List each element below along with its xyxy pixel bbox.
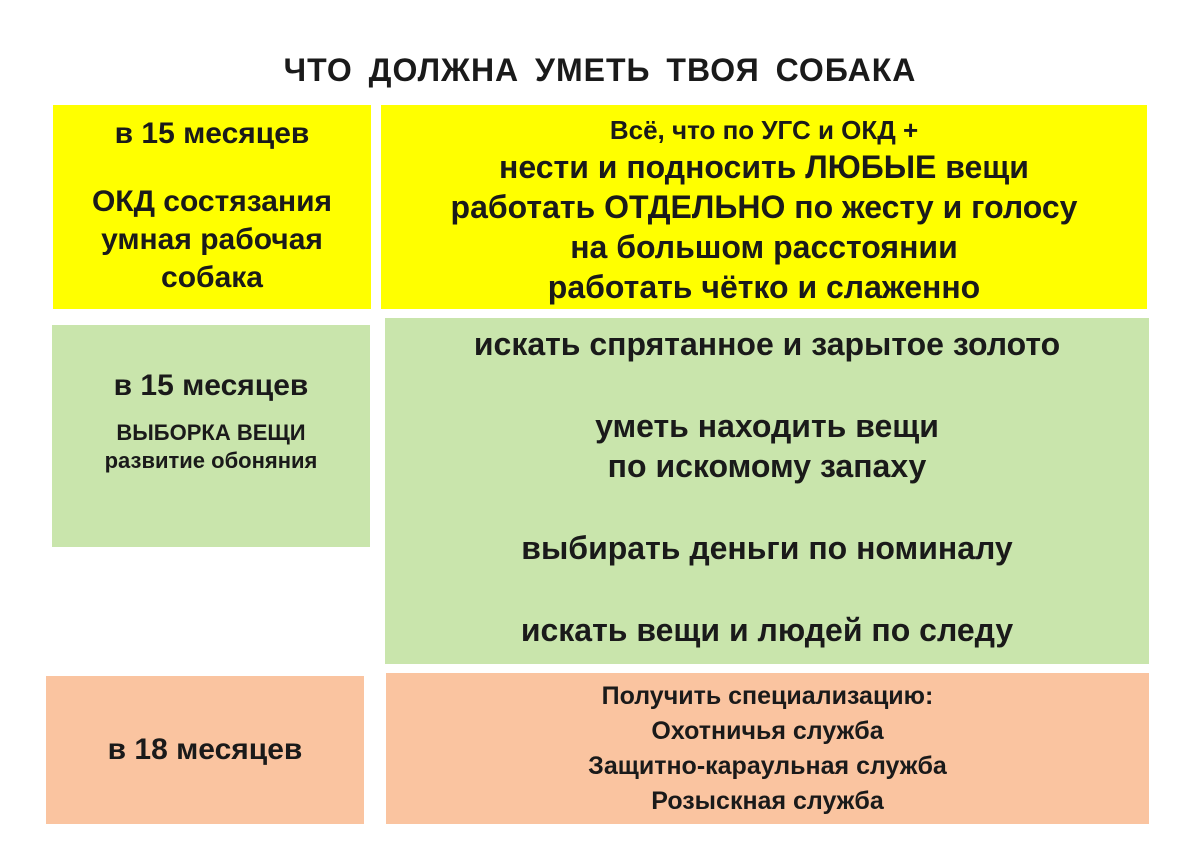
row2-skills-box	[385, 318, 1149, 664]
row1-left-line: ОКД состязания	[91, 185, 333, 218]
row1-left-line: умная рабочая	[101, 223, 323, 256]
row2-skill-line: искать спрятанное и зарытое золото	[473, 326, 1061, 362]
row1-skill-line: работать ОТДЕЛЬНО по жесту и голосу	[450, 189, 1078, 225]
row1-age-label: в 15 месяцев	[114, 117, 310, 150]
row2-age-label: в 15 месяцев	[113, 369, 309, 402]
row3-skill-line: Охотничья служба	[651, 717, 884, 745]
page-title: ЧТО ДОЛЖНА УМЕТЬ ТВОЯ СОБАКА	[283, 52, 917, 88]
row1-skill-line: на большом расстоянии	[570, 229, 958, 265]
row2-left-line: ВЫБОРКА ВЕЩИ	[116, 420, 306, 445]
row1-age-box	[53, 105, 371, 309]
row3-skill-line: Получить специализацию:	[601, 682, 934, 710]
row1-skill-line: нести и подносить ЛЮБЫЕ вещи	[499, 149, 1029, 185]
row1-skill-line: работать чётко и слаженно	[547, 269, 981, 305]
row3-skills-box	[386, 673, 1149, 824]
row2-skill-line: уметь находить вещи	[595, 408, 939, 444]
row1-skills-box	[381, 105, 1147, 309]
row2-skill-line: выбирать деньги по номиналу	[521, 530, 1013, 566]
row1-left-line: собака	[161, 261, 263, 294]
row3-skill-line: Защитно-караульная служба	[588, 752, 947, 780]
row1-skills-lead: Всё, что по УГС и ОКД +	[609, 115, 919, 145]
row2-skill-line: по искомому запаху	[607, 448, 927, 484]
row2-skill-line: искать вещи и людей по следу	[520, 612, 1014, 648]
row3-skill-line: Розыскная служба	[651, 787, 884, 815]
row2-left-line: развитие обоняния	[104, 448, 318, 473]
row3-age-box	[46, 676, 364, 824]
row2-age-box	[52, 325, 370, 547]
row3-age-label: в 18 месяцев	[107, 733, 303, 766]
